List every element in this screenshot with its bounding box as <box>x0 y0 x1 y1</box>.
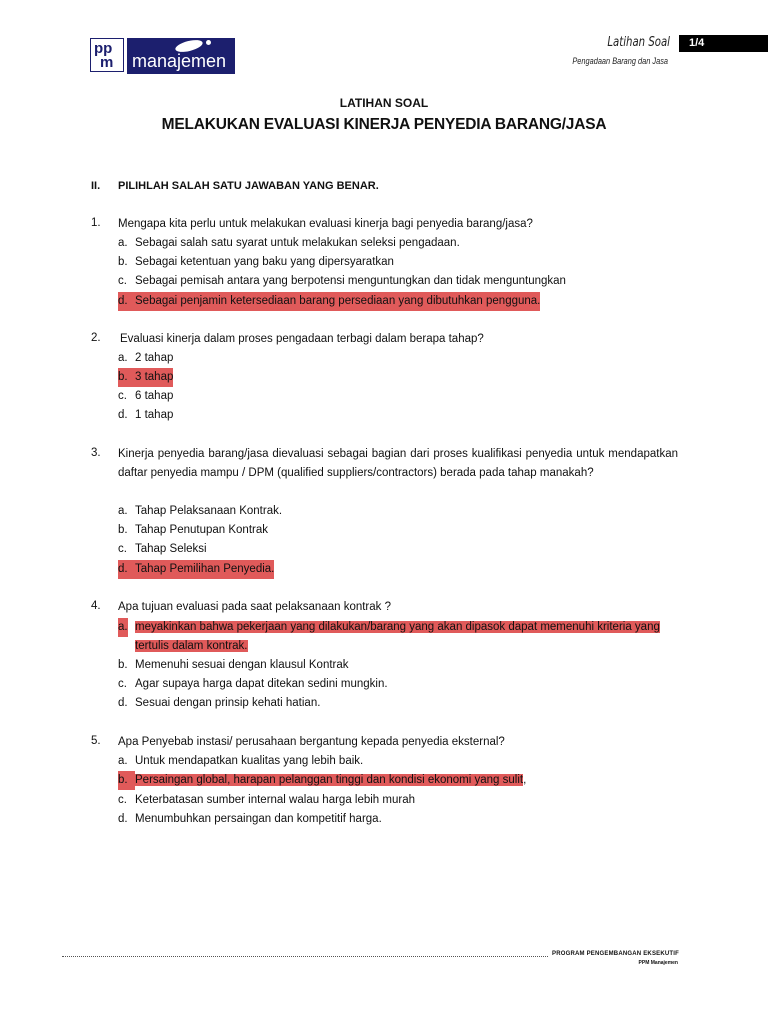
option-text: Untuk mendapatkan kualitas yang lebih baik. <box>135 755 364 767</box>
option-text: Memenuhi sesuai dengan klausul Kontrak <box>135 659 349 671</box>
answer-option <box>118 656 349 675</box>
option-letter: a. <box>118 618 128 637</box>
answer-option <box>118 272 566 291</box>
option-letter: d. <box>118 563 128 575</box>
ppm-logo <box>90 38 235 74</box>
answer-option-correct <box>118 368 173 387</box>
option-text: Menumbuhkan persaingan dan kompetitif harga. <box>135 813 382 825</box>
question-text: Evaluasi kinerja dalam proses pengadaan terbagi dalam berapa tahap? <box>120 333 484 345</box>
logo-brand-block <box>127 38 235 74</box>
question-number: 5. <box>91 735 101 747</box>
section-number: II. <box>91 180 101 192</box>
answer-option <box>118 675 388 694</box>
option-letter: d. <box>118 697 128 709</box>
option-text: Sebagai penjamin ketersediaan barang persediaan yang dibutuhkan pengguna. <box>135 295 541 307</box>
question-number: 4. <box>91 600 101 612</box>
question-text: Apa Penyebab instasi/ perusahaan bergantung kepada penyedia eksternal? <box>118 736 505 748</box>
header-subtitle: Pengadaan Barang dan Jasa <box>572 56 668 66</box>
logo-pp-text: pp <box>94 40 113 57</box>
option-letter: d. <box>118 295 128 307</box>
answer-option-correct <box>118 560 274 579</box>
option-letter: b. <box>118 524 128 536</box>
answer-option <box>118 694 320 713</box>
option-text: Sebagai pemisah antara yang berpotensi menguntungkan dan tidak menguntungkan <box>135 275 566 287</box>
page-indicator: 1/4 <box>679 35 768 52</box>
header-title: Latihan Soal <box>607 35 670 50</box>
option-text: Tahap Pemilihan Penyedia. <box>135 563 275 575</box>
option-text: Sebagai salah satu syarat untuk melakukan seleksi pengadaan. <box>135 237 460 249</box>
footer-organization: PPM Manajemen <box>638 960 678 966</box>
footer-divider <box>62 956 548 957</box>
option-letter: c. <box>118 390 127 402</box>
answer-option-correct <box>118 292 540 311</box>
logo-ppm-box <box>90 38 124 72</box>
question-text: Apa tujuan evaluasi pada saat pelaksanaan kontrak ? <box>118 601 392 613</box>
option-letter: b. <box>118 771 135 790</box>
option-text: Tahap Seleksi <box>135 543 207 555</box>
answer-option <box>118 387 173 406</box>
option-text: Sebagai ketentuan yang baku yang dipersyaratkan <box>135 256 394 268</box>
answer-option <box>118 234 460 253</box>
answer-option <box>118 810 382 829</box>
answer-option-correct <box>118 618 678 656</box>
question-number: 2. <box>91 332 101 344</box>
section-heading: PILIHLAH SALAH SATU JAWABAN YANG BENAR. <box>118 180 379 192</box>
option-letter: c. <box>118 794 127 806</box>
option-text: Persaingan global, harapan pelanggan tinggi dan kondisi ekonomi yang sulit <box>135 774 524 786</box>
option-letter: a. <box>118 352 128 364</box>
question-text: Kinerja penyedia barang/jasa dievaluasi sebagai bagian dari proses kualifikasi penyedia untuk mendapatkan daftar penyedia mampu / DPM (qualified suppliers/contractors) berada pada tahap manakah? <box>118 448 678 479</box>
question-number: 3. <box>91 447 101 459</box>
option-letter: a. <box>118 237 128 249</box>
answer-option-correct: b. Persaingan global, harapan pelanggan tinggi dan kondisi ekonomi yang sulit, <box>118 771 526 790</box>
answer-option <box>118 791 415 810</box>
option-text: 1 tahap <box>135 409 174 421</box>
answer-option <box>118 752 363 771</box>
option-text: Agar supaya harga dapat ditekan sedini mungkin. <box>135 678 388 690</box>
option-text: Sesuai dengan prinsip kehati hatian. <box>135 697 321 709</box>
answer-option <box>118 521 268 540</box>
answer-option <box>118 540 207 559</box>
answer-option <box>118 406 173 425</box>
option-text: meyakinkan bahwa pekerjaan yang dilakukan/barang yang akan dipasok dapat memenuhi kriteria yang tertulis dalam kontrak. <box>135 621 660 652</box>
option-letter: b. <box>118 256 128 268</box>
option-text: Keterbatasan sumber internal walau harga lebih murah <box>135 794 415 806</box>
option-letter: c. <box>118 543 127 555</box>
option-letter: b. <box>118 371 128 383</box>
option-letter: a. <box>118 505 128 517</box>
option-letter: d. <box>118 813 128 825</box>
option-text: 2 tahap <box>135 352 174 364</box>
option-text: Tahap Penutupan Kontrak <box>135 524 268 536</box>
option-text: 3 tahap <box>135 371 174 383</box>
logo-m-text: m <box>100 54 114 71</box>
answer-option <box>118 253 394 272</box>
question-text: Mengapa kita perlu untuk melakukan evaluasi kinerja bagi penyedia barang/jasa? <box>118 218 533 230</box>
document-title: MELAKUKAN EVALUASI KINERJA PENYEDIA BARANG/JASA <box>161 116 607 133</box>
footer-program: PROGRAM PENGEMBANGAN EKSEKUTIF <box>552 951 680 957</box>
option-letter: c. <box>118 678 127 690</box>
document-label: LATIHAN SOAL <box>339 96 429 110</box>
question-number: 1. <box>91 217 101 229</box>
option-letter: d. <box>118 409 128 421</box>
option-text: 6 tahap <box>135 390 174 402</box>
option-letter: b. <box>118 659 128 671</box>
logo-dot-icon <box>206 40 211 45</box>
option-letter: c. <box>118 275 127 287</box>
option-text: Tahap Pelaksanaan Kontrak. <box>135 505 283 517</box>
answer-option <box>118 502 282 521</box>
answer-option <box>118 349 173 368</box>
option-letter: a. <box>118 755 128 767</box>
logo-wordmark: manajemen <box>132 51 227 71</box>
